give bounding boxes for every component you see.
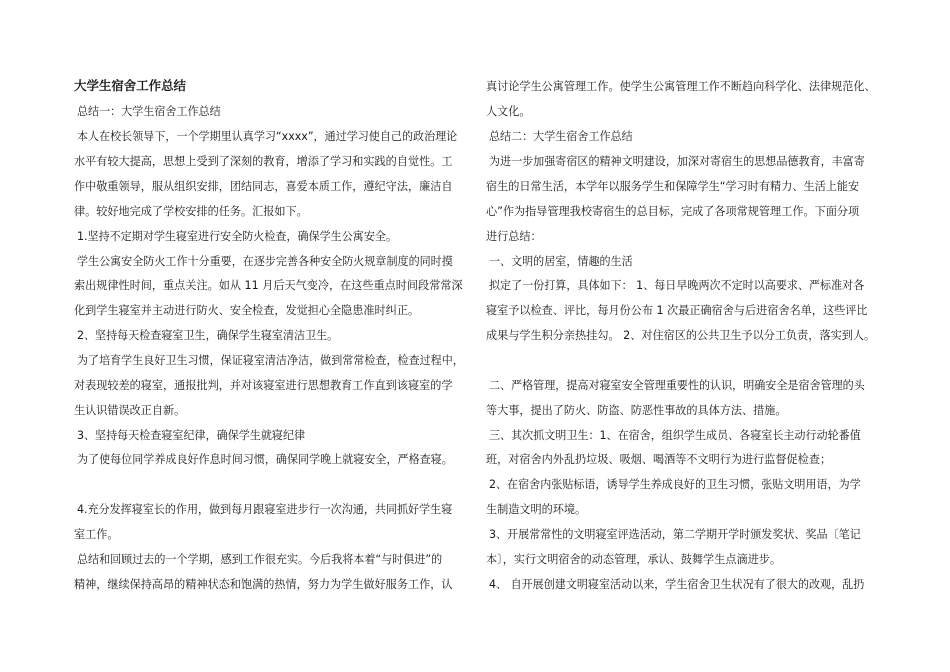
text-line: 4、 自开展创建文明寝室活动以来，学生宿舍卫生状况有了很大的改观，乱扔 bbox=[488, 578, 865, 591]
text-line: 宿生的日常生活，本学年以服务学生和保障学生“学习时有精力、生活上能安 bbox=[486, 180, 860, 193]
list-item-heading: 1.坚持不定期对学生寝室进行安全防火检查，确保学生公寓安全。 bbox=[76, 230, 398, 243]
text-line: 生制造文明的环境。 bbox=[486, 503, 587, 516]
text-line: 对表现较差的寝室，通报批判，并对该寝室进行思想教育工作直到该寝室的学 bbox=[74, 379, 453, 392]
text-line: 2、在宿舍内张贴标语，诱导学生养成良好的卫生习惯，张贴文明用语，为学 bbox=[488, 478, 861, 491]
text-line: 室工作。 bbox=[74, 528, 119, 541]
list-item-heading: 3、坚持每天检查寝室纪律，确保学生就寝纪律 bbox=[76, 429, 306, 442]
text-line: 成果与学生积分亲热挂勾。 2、对住宿区的公共卫生予以分工负责，落实到人。 bbox=[486, 329, 876, 342]
text-line: 拟定了一份打算，具体如下： 1、每日早晚两次不定时以高要求、严标准对各 bbox=[488, 279, 865, 292]
subsection-heading: 三、其次抓文明卫生：1、在宿舍，组织学生成员、各寝室长主动行动轮番值 bbox=[488, 429, 861, 442]
text-line: 为了使每位同学养成良好作息时间习惯，确保同学晚上就寝安全，严格查寝。 bbox=[76, 453, 453, 466]
section-heading: 总结二：大学生宿舍工作总结 bbox=[488, 130, 633, 143]
text-line: 班，对宿舍内外乱扔垃圾、吸烟、喝酒等不文明行为进行监督促检查； bbox=[486, 453, 832, 466]
list-item-heading: 2、坚持每天检查寝室卫生，确保学生寝室清洁卫生。 bbox=[76, 329, 339, 342]
text-line: 化到学生寝室并主动进行防火、安全检查，发觉担心全隐患准时纠正。 bbox=[74, 304, 420, 317]
text-line: 3、开展常常性的文明寝室评选活动，第二学期开学时颁发奖状、奖品〔笔记 bbox=[488, 528, 861, 541]
document-title: 大学生宿舍工作总结 bbox=[74, 78, 186, 93]
text-line: 为了培育学生良好卫生习惯，保证寝室清洁净洁，做到常常检查，检查过程中， bbox=[76, 354, 464, 367]
section-heading: 总结一：大学生宿舍工作总结 bbox=[76, 105, 221, 118]
text-line: 本人在校长领导下，一个学期里认真学习“xxxx”，通过学习使自己的政治理论 bbox=[76, 130, 458, 143]
text-line: 真讨论学生公寓管理工作。使学生公寓管理工作不断趋向科学化、法律规范化、 bbox=[486, 80, 876, 93]
text-line: 精神，继续保持高昂的精神状态和饱满的热情，努力为学生做好服务工作，认 bbox=[74, 578, 453, 591]
text-line: 律。较好地完成了学校安排的任务。汇报如下。 bbox=[74, 205, 308, 218]
text-line: 索出规律性时间，重点关注。如从 11 月后天气变冷，在这些重点时间段常常深 bbox=[74, 279, 463, 292]
text-line: 寝室予以检查、评比，每月份公布 1 次最正确宿舍与后进宿舍名单，这些评比 bbox=[486, 304, 868, 317]
text-line: 为进一步加强寄宿区的精神文明建设，加深对寄宿生的思想品德教育，丰富寄 bbox=[488, 155, 865, 168]
text-line: 学生公寓安全防火工作十分重要，在逐步完善各种安全防火规章制度的同时摸 bbox=[76, 255, 453, 268]
subsection-heading: 一、文明的居室，情趣的生活 bbox=[488, 255, 633, 268]
text-line: 总结和回顾过去的一个学期，感到工作很充实。今后我将本着“与时俱进”的 bbox=[76, 553, 443, 566]
text-line: 作中敬重领导，服从组织安排，团结同志，喜爱本质工作，遵纪守法，廉洁自 bbox=[74, 180, 453, 193]
text-line: 进行总结： bbox=[486, 230, 542, 243]
text-line: 等大事，提出了防火、防盗、防恶性事故的具体方法、措施。 bbox=[486, 404, 787, 417]
text-line: 本〕，实行文明宿舍的动态管理，承认、鼓舞学生点滴进步。 bbox=[486, 553, 781, 566]
list-item-heading: 4.充分发挥寝室长的作用，做到每月跟寝室进步行一次沟通，共同抓好学生寝 bbox=[76, 503, 453, 516]
text-line: 生认识错误改正自新。 bbox=[74, 404, 186, 417]
subsection-heading: 二、严格管理，提高对寝室安全管理重要性的认识，明确安全是宿舍管理的头 bbox=[488, 379, 865, 392]
text-line: 水平有较大提高，思想上受到了深刻的教育，增添了学习和实践的自觉性。工 bbox=[74, 155, 453, 168]
text-line: 心”作为指导管理我校寄宿生的总目标，完成了各项常规管理工作。下面分项 bbox=[486, 205, 860, 218]
text-line: 人文化。 bbox=[486, 105, 531, 118]
